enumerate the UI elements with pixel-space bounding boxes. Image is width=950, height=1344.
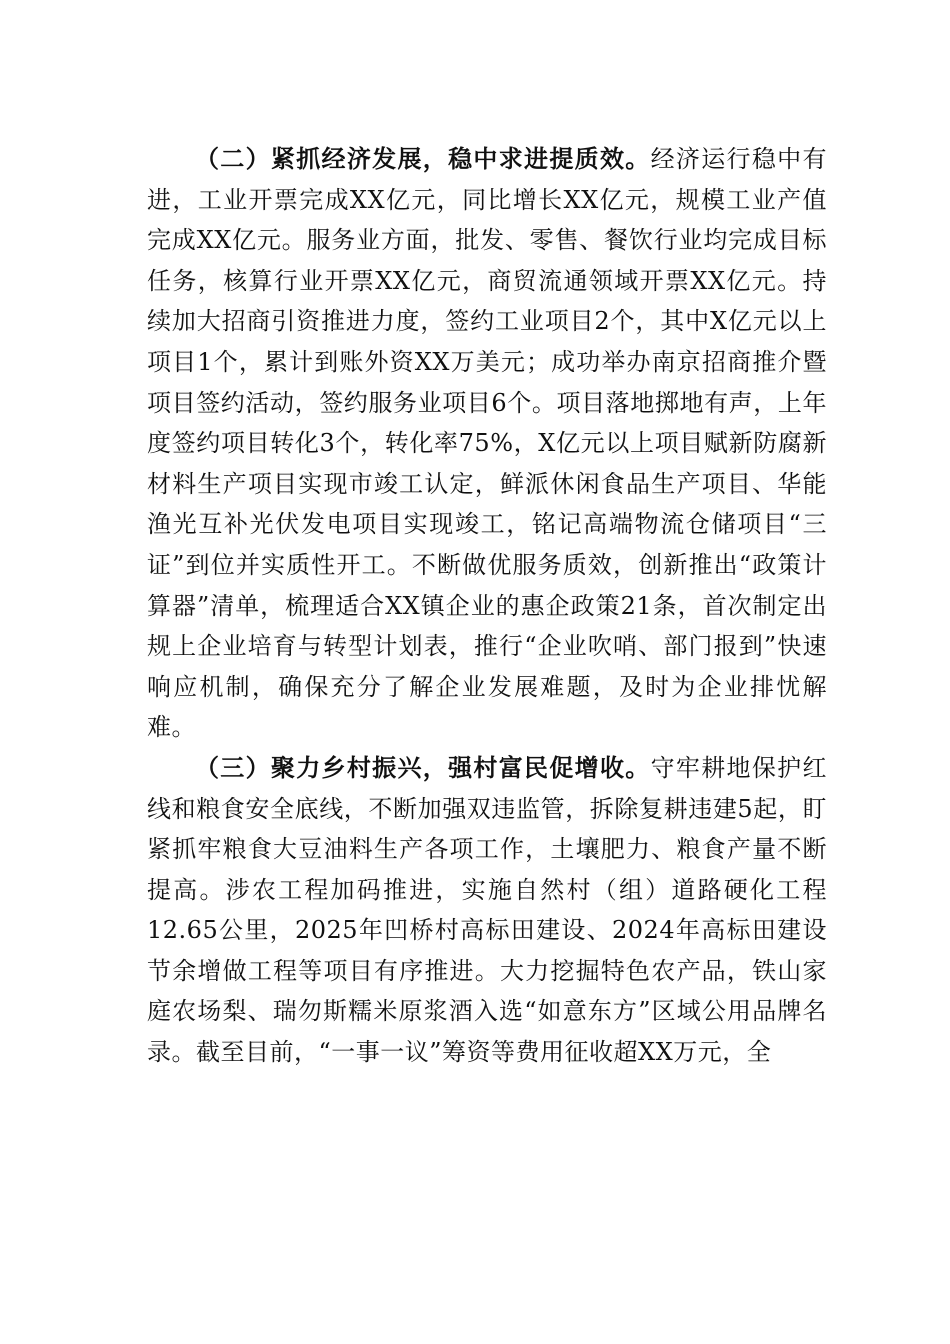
document-body xyxy=(147,139,827,1073)
section-heading-2: （二）紧抓经济发展，稳中求进提质效。 xyxy=(195,144,651,173)
section-paragraph-2 xyxy=(147,139,827,748)
section-body-3: 守牢耕地保护红线和粮食安全底线，不断加强双违监管，拆除复耕违建5起，盯紧抓牢粮食大豆油料生产各项工作，土壤肥力、粮食产量不断提高。涉农工程加码推进，实施自然村（组）道路硬化工程12.65公里，2025年凹桥村高标田建设、2024年高标田建设节余增做工程等项目有序推进。大力挖掘特色农产品，铁山家庭农场梨、瑞勿斯糯米原浆酒入选“如意东方”区域公用品牌名录。截至目前，“一事一议”筹资等费用征收超XX万元，全 xyxy=(147,753,827,1067)
section-body-2: 经济运行稳中有进，工业开票完成XX亿元，同比增长XX亿元，规模工业产值完成XX亿元。服务业方面，批发、零售、餐饮行业均完成目标任务，核算行业开票XX亿元，商贸流通领域开票XX亿元。持续加大招商引资推进力度，签约工业项目2个，其中X亿元以上项目1个，累计到账外资XX万美元；成功举办南京招商推介暨项目签约活动，签约服务业项目6个。项目落地掷地有声，上年度签约项目转化3个，转化率75%，X亿元以上项目赋新防腐新材料生产项目实现市竣工认定，鲜派休闲食品生产项目、华能渔光互补光伏发电项目实现竣工，铭记高端物流仓储项目“三证”到位并实质性开工。不断做优服务质效，创新推出“政策计算器”清单，梳理适合XX镇企业的惠企政策21条，首次制定出规上企业培育与转型计划表，推行“企业吹哨、部门报到”快速响应机制，确保充分了解企业发展难题，及时为企业排忧解难。 xyxy=(147,145,827,742)
section-paragraph-3 xyxy=(147,748,827,1073)
section-heading-3: （三）聚力乡村振兴，强村富民促增收。 xyxy=(195,752,651,782)
